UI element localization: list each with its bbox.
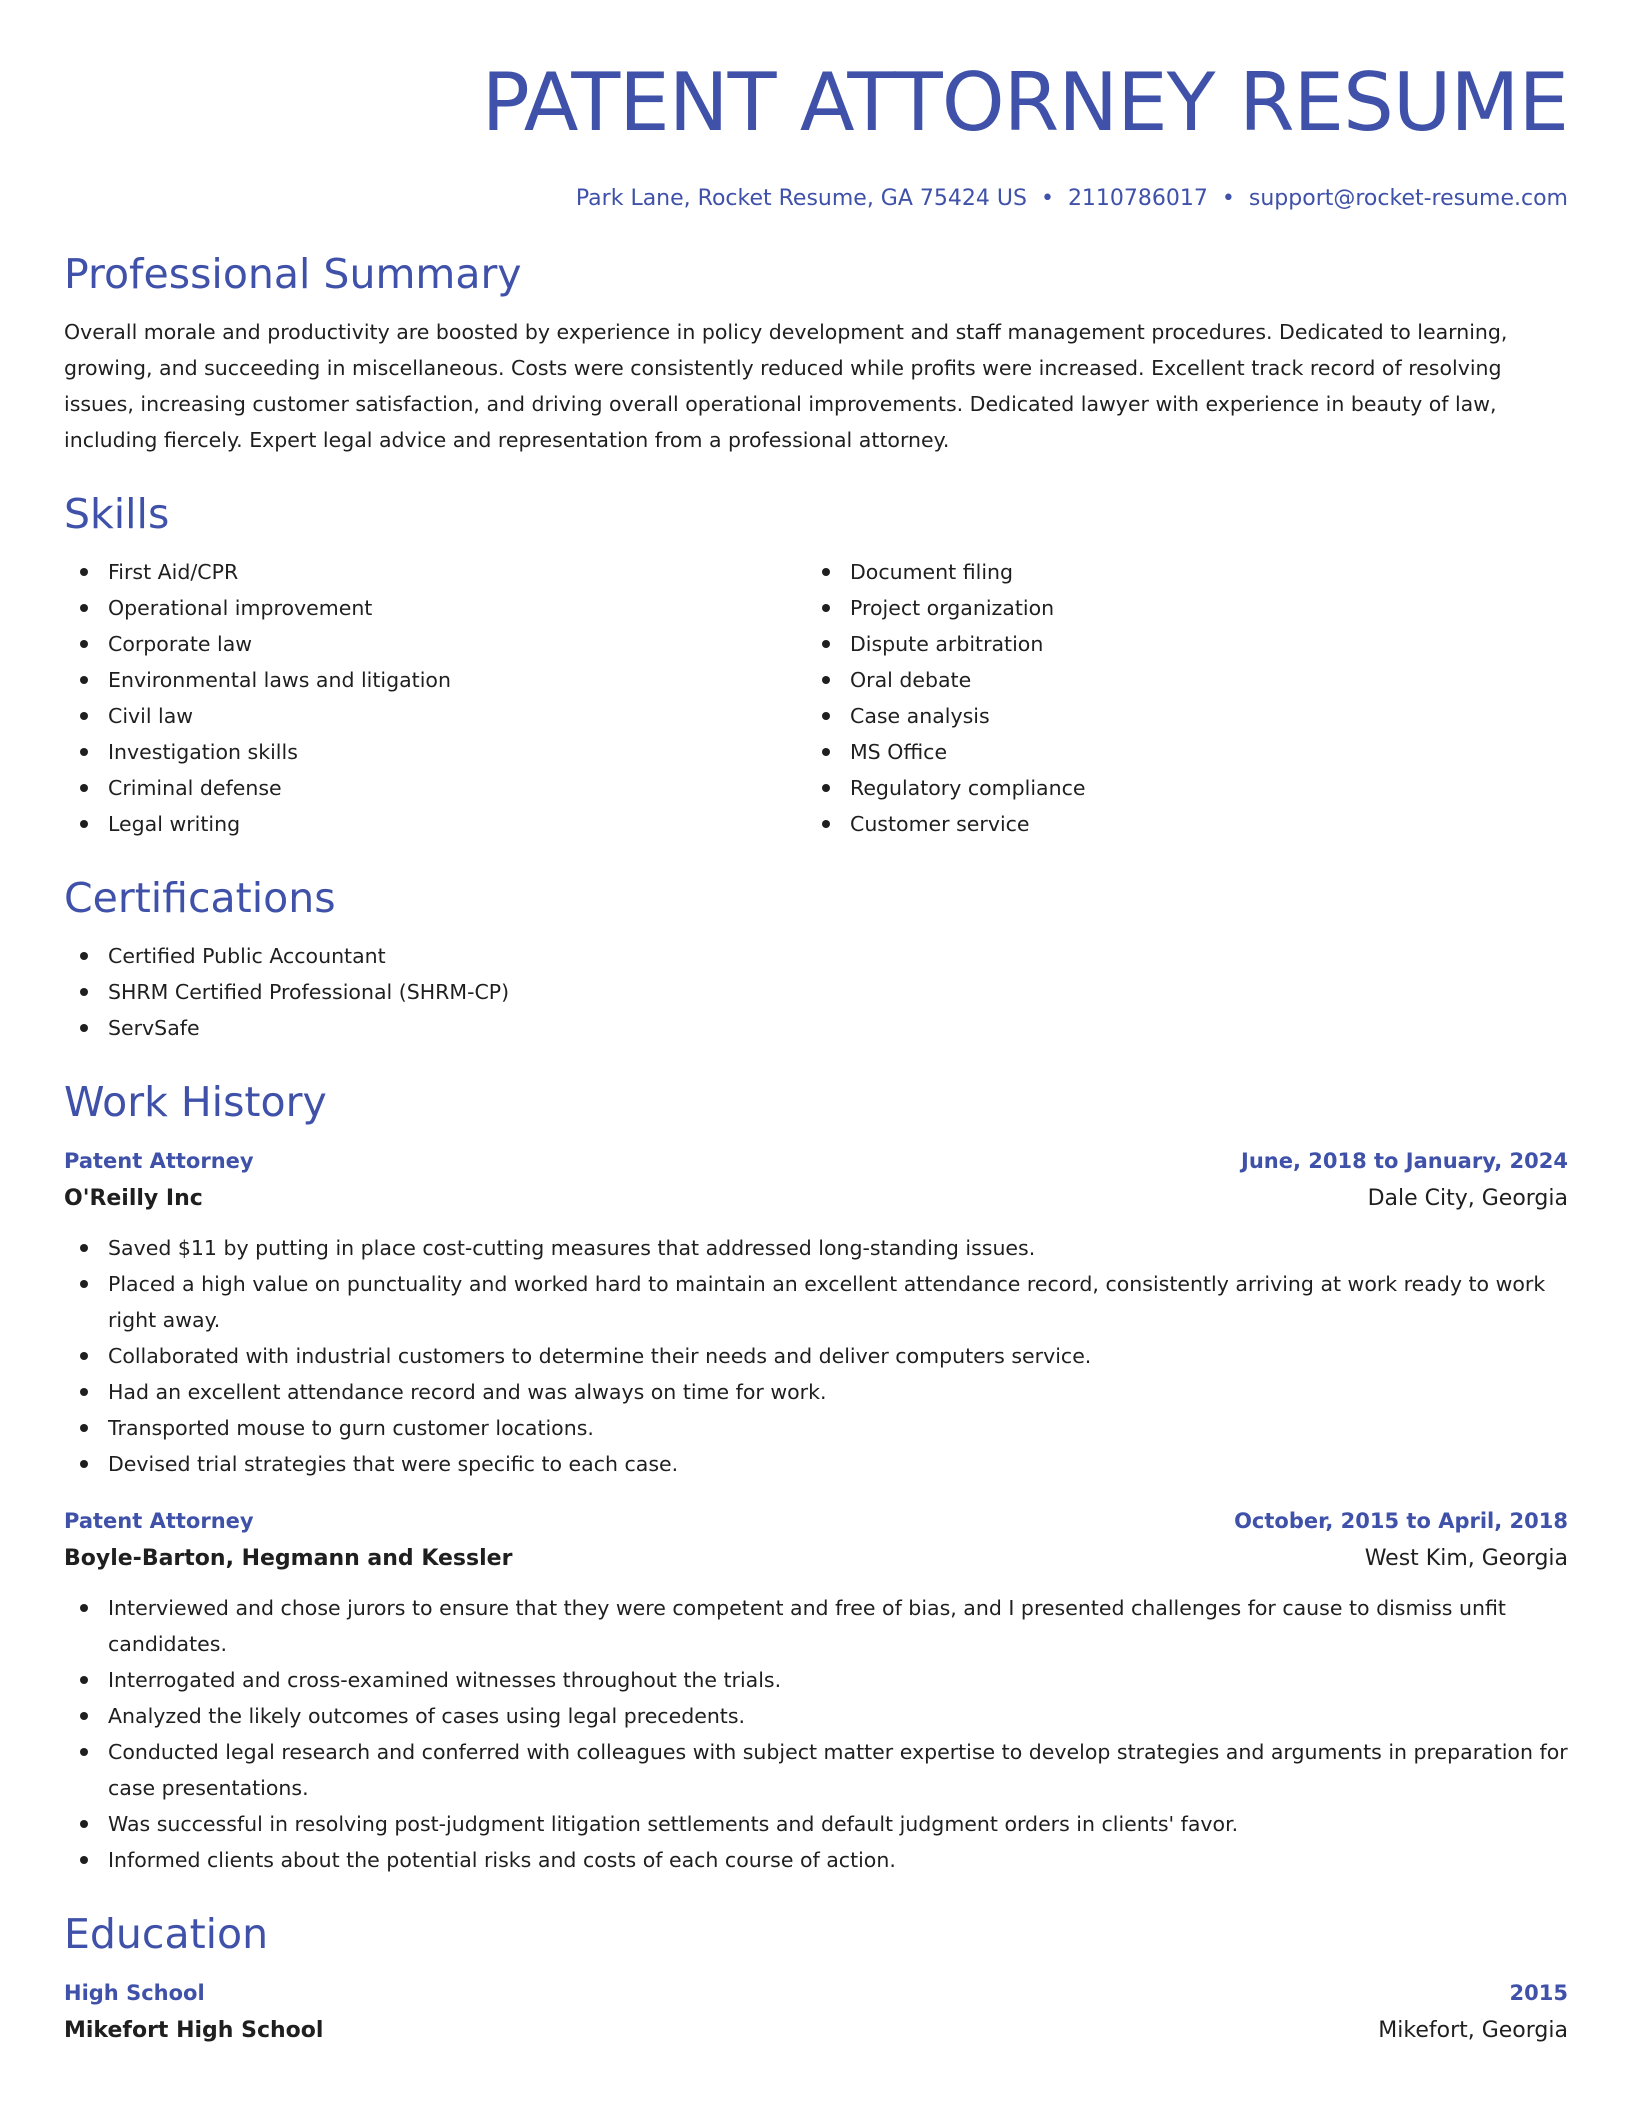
job-location: Dale City, Georgia (1367, 1186, 1568, 1211)
summary-heading: Professional Summary (64, 250, 522, 298)
contact-email: support@rocket-resume.com (1248, 186, 1568, 211)
job-company-row (64, 1180, 1568, 1218)
certifications-section (64, 872, 1568, 1046)
skill-item: Investigation skills (64, 734, 806, 770)
summary-section (64, 248, 1568, 458)
job-bullet: Had an excellent attendance record and was always on time for work. (64, 1374, 1568, 1410)
skill-item: Environmental laws and litigation (64, 662, 806, 698)
skill-item: Legal writing (64, 806, 806, 842)
skill-item: Civil law (64, 698, 806, 734)
job-bullet: Collaborated with industrial customers to determine their needs and deliver computers service. (64, 1338, 1568, 1374)
education-degree: High School (64, 1981, 205, 2005)
job-bullet: Transported mouse to gurn customer locations. (64, 1410, 1568, 1446)
education-school: Mikefort High School (64, 2018, 324, 2043)
skill-item: Oral debate (806, 662, 1548, 698)
job-bullet: Informed clients about the potential risks and costs of each course of action. (64, 1842, 1568, 1878)
skill-item: First Aid/CPR (64, 554, 806, 590)
skill-item: Corporate law (64, 626, 806, 662)
skills-heading: Skills (64, 490, 170, 538)
work-history-section (64, 1076, 1568, 1878)
contact-line (64, 184, 1568, 214)
education-degree-row (64, 1974, 1568, 2012)
education-section (64, 1908, 1568, 2050)
resume-header (64, 56, 1568, 214)
job-bullet: Was successful in resolving post-judgment litigation settlements and default judgment orders in clients' favor. (64, 1806, 1568, 1842)
certifications-list (64, 938, 1568, 1046)
contact-separator: • (1040, 186, 1054, 211)
skills-list-right (806, 554, 1548, 842)
job-bullets (64, 1230, 1568, 1482)
certification-item: Certified Public Accountant (64, 938, 1568, 974)
skill-item: Document filing (806, 554, 1548, 590)
job-title-row (64, 1142, 1568, 1180)
education-entry (64, 1974, 1568, 2050)
certification-item: SHRM Certified Professional (SHRM-CP) (64, 974, 1568, 1010)
education-heading: Education (64, 1910, 269, 1958)
work-history-heading: Work History (64, 1078, 327, 1126)
job-title: Patent Attorney (64, 1509, 254, 1533)
job-title: Patent Attorney (64, 1149, 254, 1173)
skills-list-left (64, 554, 806, 842)
job-company: O'Reilly Inc (64, 1186, 203, 1211)
skill-item: Criminal defense (64, 770, 806, 806)
skill-item: MS Office (806, 734, 1548, 770)
job-bullet: Placed a high value on punctuality and worked hard to maintain an excellent attendance record, consistently arriving at work ready to work right away. (64, 1266, 1568, 1338)
job-bullets (64, 1590, 1568, 1878)
certifications-heading: Certifications (64, 874, 336, 922)
job-location: West Kim, Georgia (1364, 1546, 1568, 1571)
skill-item: Regulatory compliance (806, 770, 1548, 806)
skill-item: Project organization (806, 590, 1548, 626)
skill-item: Dispute arbitration (806, 626, 1548, 662)
skill-item: Customer service (806, 806, 1548, 842)
job-bullet: Conducted legal research and conferred with colleagues with subject matter expertise to develop strategies and arguments in preparation for case presentations. (64, 1734, 1568, 1806)
job-entry (64, 1142, 1568, 1482)
job-title-row (64, 1502, 1568, 1540)
education-year: 2015 (1509, 1981, 1568, 2005)
job-entry (64, 1502, 1568, 1878)
skills-columns (64, 554, 1568, 842)
skill-item: Case analysis (806, 698, 1548, 734)
job-bullet: Interrogated and cross-examined witnesses throughout the trials. (64, 1662, 1568, 1698)
certification-item: ServSafe (64, 1010, 1568, 1046)
job-bullet: Devised trial strategies that were specific to each case. (64, 1446, 1568, 1482)
contact-separator: • (1221, 186, 1235, 211)
job-company-row (64, 1540, 1568, 1578)
resume-title: PATENT ATTORNEY RESUME (481, 56, 1568, 149)
skills-section (64, 488, 1568, 842)
skill-item: Operational improvement (64, 590, 806, 626)
job-bullet: Interviewed and chose jurors to ensure that they were competent and free of bias, and I presented challenges for cause to dismiss unfit candidates. (64, 1590, 1568, 1662)
education-school-row (64, 2012, 1568, 2050)
job-dates: October, 2015 to April, 2018 (1234, 1509, 1568, 1533)
contact-address: Park Lane, Rocket Resume, GA 75424 US (575, 186, 1027, 211)
summary-text: Overall morale and productivity are boosted by experience in policy development and staff management procedures. Dedicated to learning, growing, and succeeding in miscellaneous. Costs were consistently reduced while profits were increased. Excellent track record of resolving issues, increasing customer satisfaction, and driving overall operational improvements. Dedicated lawyer with experience in beauty of law, including fiercely. Expert legal advice and representation from a professional attorney. (64, 320, 1508, 452)
job-company: Boyle-Barton, Hegmann and Kessler (64, 1546, 513, 1571)
job-bullet: Saved $11 by putting in place cost-cutting measures that addressed long-standing issues. (64, 1230, 1568, 1266)
job-bullet: Analyzed the likely outcomes of cases using legal precedents. (64, 1698, 1568, 1734)
job-dates: June, 2018 to January, 2024 (1241, 1149, 1568, 1173)
education-location: Mikefort, Georgia (1378, 2018, 1568, 2043)
contact-phone: 2110786017 (1067, 186, 1208, 211)
